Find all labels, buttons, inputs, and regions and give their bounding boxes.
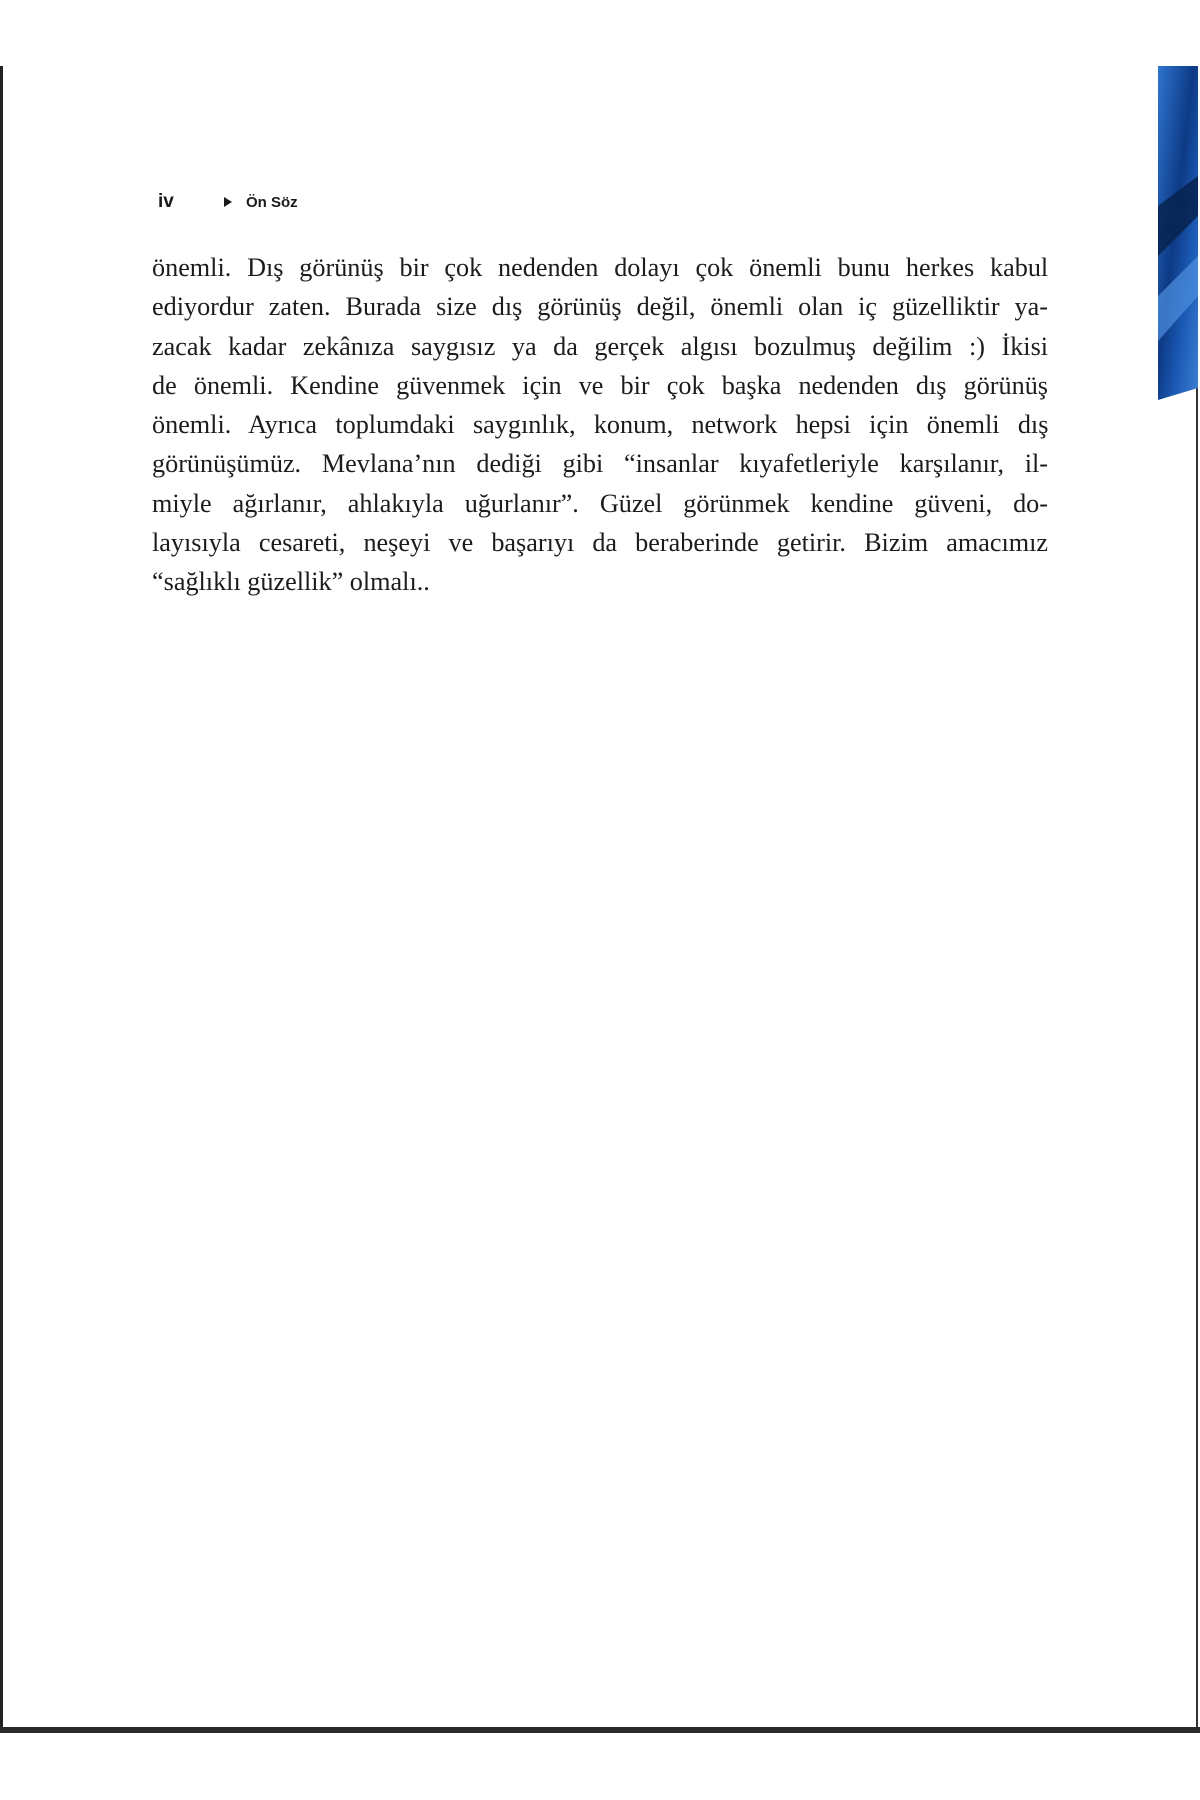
page-number: iv <box>158 191 174 212</box>
text-line: önemli. Ayrıca toplumdaki saygınlık, konum, network hepsi için önemli dış <box>152 410 1049 440</box>
play-arrow-icon <box>224 197 232 207</box>
text-line: miyle ağırlanır, ahlakıyla uğurlanır”. Güzel görünmek kendine güveni, do- <box>152 488 1048 518</box>
section-title: Ön Söz <box>246 193 298 211</box>
text-line: görünüşümüz. Mevlana’nın dediği gibi “insanlar kıyafetleriyle karşılanır, il- <box>152 449 1048 479</box>
page-bottom-edge <box>0 1727 1200 1733</box>
text-line: de önemli. Kendine güvenmek için ve bir çok başka nedenden dış görünüş <box>152 370 1048 400</box>
body-paragraph <box>152 248 1048 602</box>
page-left-edge <box>0 66 3 1732</box>
running-header <box>158 190 298 214</box>
text-line: ediyordur zaten. Burada size dış görünüş değil, önemli olan iç güzelliktir ya- <box>152 292 1048 322</box>
text-line: zacak kadar zekânıza saygısız ya da gerçek algısı bozulmuş değilim :) İkisi <box>152 331 1049 361</box>
chapter-tab-decoration <box>1158 66 1198 400</box>
text-line: önemli. Dış görünüş bir çok nedenden dolayı çok önemli bunu herkes kabul <box>152 253 1049 282</box>
text-line: “sağlıklı güzellik” olmalı.. <box>152 567 430 597</box>
text-line: layısıyla cesareti, neşeyi ve başarıyı da beraberinde getirir. Bizim amacımız <box>152 528 1048 558</box>
